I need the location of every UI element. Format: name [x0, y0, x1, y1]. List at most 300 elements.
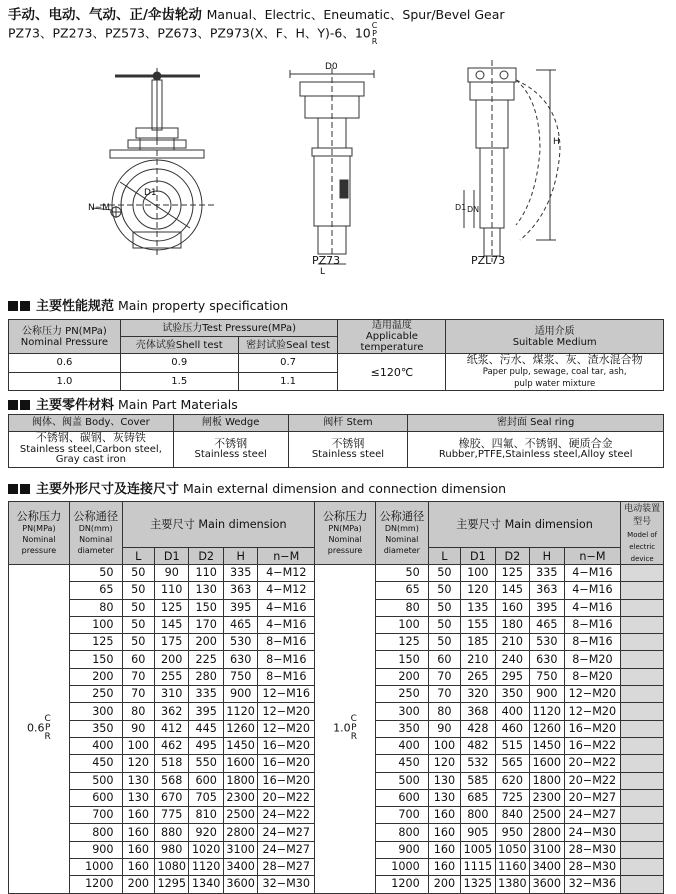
- dim-cell: 400: [495, 703, 529, 720]
- dim-cell: 8−M16: [258, 651, 315, 668]
- dim-cell: 160: [428, 859, 460, 876]
- dim-cell: 335: [530, 565, 564, 582]
- device-model-cell: [621, 876, 664, 893]
- device-model-cell: [621, 634, 664, 651]
- dim-cell: 2800: [530, 824, 564, 841]
- dim-cell: 125: [154, 599, 188, 616]
- dim-cell: 350: [69, 720, 122, 737]
- dim-cell: 20−M22: [258, 789, 315, 806]
- pn-group-cell: 0.6C P R: [9, 565, 70, 894]
- dim-cell: 110: [189, 565, 223, 582]
- dim-cell: 100: [69, 616, 122, 633]
- mat-wedge-cell: 不锈钢 Stainless steel: [173, 432, 288, 468]
- dim-h-device: 电动装置 型号 Model of electric device: [621, 502, 664, 565]
- dim-cell: 80: [428, 703, 460, 720]
- page-title: [8, 3, 505, 23]
- dim-cell: 500: [375, 772, 428, 789]
- dim-cell: 368: [461, 703, 495, 720]
- device-model-cell: [621, 789, 664, 806]
- dim-cell: 810: [189, 807, 223, 824]
- dim-cell: 50: [122, 634, 154, 651]
- dim-cell: 90: [428, 720, 460, 737]
- dim-cell: 1080: [154, 859, 188, 876]
- dim-cell: 2300: [530, 789, 564, 806]
- dim-cell: 530: [223, 634, 257, 651]
- dim-cell: 210: [461, 651, 495, 668]
- mat-seal-cell: 橡胶、四氟、不锈钢、硬质合金 Rubber,PTFE,Stainless steel,Alloy steel: [408, 432, 664, 468]
- dim-cell: 160: [428, 841, 460, 858]
- mat-h-wedge: 闸板 Wedge: [173, 415, 288, 432]
- dim-cell: 460: [495, 720, 529, 737]
- dim-cell: 8−M16: [258, 668, 315, 685]
- dim-cell: 335: [189, 686, 223, 703]
- dim-cell: 80: [122, 703, 154, 720]
- dim-cell: 600: [375, 789, 428, 806]
- dim-cell: 240: [495, 651, 529, 668]
- dim-cell: 1260: [530, 720, 564, 737]
- dim-cell: 395: [189, 703, 223, 720]
- dim-cell: 1120: [189, 859, 223, 876]
- materials-section-heading: 主要零件材料 Main Part Materials: [8, 394, 238, 413]
- pz73-label: PZ73: [312, 254, 341, 267]
- dim-cell: 90: [122, 720, 154, 737]
- pzl73-label: PZL73: [471, 254, 506, 267]
- dim-h-dn: 公称通径 DN(mm) Nominal diameter: [69, 502, 122, 565]
- dim-cell: 363: [530, 582, 564, 599]
- dim-cell: 300: [69, 703, 122, 720]
- dim-cell: 530: [530, 634, 564, 651]
- dim-cell: 1000: [375, 859, 428, 876]
- dim-cell: 3400: [223, 859, 257, 876]
- dim-cell: 1295: [154, 876, 188, 893]
- spec-seal-cell: 0.7: [238, 354, 338, 373]
- device-model-cell: [621, 720, 664, 737]
- dim-cell: 980: [154, 841, 188, 858]
- device-model-cell: [621, 841, 664, 858]
- dim-cell: 1260: [223, 720, 257, 737]
- dim-cell: 70: [122, 668, 154, 685]
- dim-cell: 125: [375, 634, 428, 651]
- dim-h-col: L: [122, 548, 154, 565]
- dim-cell: 3100: [223, 841, 257, 858]
- dim-h-dn: 公称通径 DN(mm) Nominal diameter: [375, 502, 428, 565]
- dim-cell: 1340: [189, 876, 223, 893]
- dim-cell: 65: [69, 582, 122, 599]
- dim-cell: 225: [189, 651, 223, 668]
- dim-cell: 20−M22: [564, 755, 621, 772]
- spec-shell-cell: 1.5: [120, 372, 238, 391]
- dim-cell: 4−M16: [564, 565, 621, 582]
- dim-cell: 160: [428, 824, 460, 841]
- mat-h-body: 阀体、阀盖 Body、Cover: [9, 415, 174, 432]
- dim-cell: 428: [461, 720, 495, 737]
- dim-cell: 395: [223, 599, 257, 616]
- dim-cell: 200: [69, 668, 122, 685]
- dim-cell: 20−M27: [564, 789, 621, 806]
- dim-h-main: 主要尺寸 Main dimension: [428, 502, 621, 548]
- dim-h-col: D2: [189, 548, 223, 565]
- dim-cell: 1200: [69, 876, 122, 893]
- dim-cell: 465: [223, 616, 257, 633]
- dim-cell: 80: [69, 599, 122, 616]
- dim-cell: 50: [122, 616, 154, 633]
- dim-cell: 12−M16: [258, 686, 315, 703]
- right-d1-label: D1: [455, 203, 467, 212]
- dim-cell: 1450: [223, 737, 257, 754]
- dim-cell: 120: [428, 755, 460, 772]
- dim-cell: 320: [461, 686, 495, 703]
- spec-pn-cell: 1.0: [9, 372, 121, 391]
- dim-cell: 900: [223, 686, 257, 703]
- dim-cell: 1325: [461, 876, 495, 893]
- dim-cell: 200: [428, 876, 460, 893]
- dim-cell: 70: [428, 668, 460, 685]
- dim-cell: 170: [189, 616, 223, 633]
- dim-cell: 518: [154, 755, 188, 772]
- dim-cell: 363: [223, 582, 257, 599]
- dim-cell: 250: [375, 686, 428, 703]
- device-model-cell: [621, 651, 664, 668]
- dim-cell: 8−M16: [258, 634, 315, 651]
- dim-cell: 50: [122, 565, 154, 582]
- dim-cell: 462: [154, 737, 188, 754]
- dim-cell: 310: [154, 686, 188, 703]
- spec-h-temp: 适用温度 Applicable temperature: [338, 320, 446, 354]
- dimension-section-heading: 主要外形尺寸及连接尺寸 Main external dimension and connection dimension: [8, 478, 506, 497]
- dim-h-col: D1: [461, 548, 495, 565]
- dim-cell: 50: [428, 634, 460, 651]
- dim-cell: 800: [69, 824, 122, 841]
- spec-h-pn: 公称压力 PN(MPa) Nominal Pressure: [9, 320, 121, 354]
- dim-cell: 24−M27: [258, 841, 315, 858]
- dim-cell: 50: [122, 582, 154, 599]
- dim-cell: 700: [69, 807, 122, 824]
- dim-cell: 8−M16: [564, 634, 621, 651]
- dim-cell: 2500: [530, 807, 564, 824]
- dim-cell: 4−M16: [258, 599, 315, 616]
- dim-cell: 2300: [223, 789, 257, 806]
- dim-cell: 125: [495, 565, 529, 582]
- dim-cell: 3400: [530, 859, 564, 876]
- dim-cell: 750: [530, 668, 564, 685]
- dim-cell: 130: [122, 772, 154, 789]
- dim-cell: 130: [428, 772, 460, 789]
- dim-cell: 150: [375, 651, 428, 668]
- dim-h-col: n−M: [564, 548, 621, 565]
- device-model-cell: [621, 737, 664, 754]
- dim-cell: 350: [375, 720, 428, 737]
- dim-cell: 16−M20: [258, 772, 315, 789]
- dim-cell: 900: [375, 841, 428, 858]
- dim-cell: 160: [122, 859, 154, 876]
- dim-cell: 24−M27: [258, 824, 315, 841]
- dim-cell: 175: [154, 634, 188, 651]
- dim-cell: 50: [428, 582, 460, 599]
- model-codes: PZ73、PZ273、PZ573、PZ673、PZ973(X、F、H、Y)-6、10: [8, 25, 371, 41]
- dim-cell: 532: [461, 755, 495, 772]
- d1-label: D1: [144, 188, 157, 198]
- dim-h-col: H: [530, 548, 564, 565]
- dim-cell: 1115: [461, 859, 495, 876]
- dim-cell: 28−M30: [564, 841, 621, 858]
- dim-h-pn: 公称压力 PN(MPa) Nominal pressure: [9, 502, 70, 565]
- dim-cell: 495: [189, 737, 223, 754]
- dim-cell: 700: [375, 807, 428, 824]
- dim-cell: 60: [122, 651, 154, 668]
- dim-cell: 160: [122, 807, 154, 824]
- dim-cell: 2800: [223, 824, 257, 841]
- dim-cell: 4−M12: [258, 582, 315, 599]
- dim-cell: 705: [189, 789, 223, 806]
- title-zh: 手动、电动、气动、正/伞齿轮动: [8, 7, 202, 23]
- dim-cell: 395: [530, 599, 564, 616]
- dim-cell: 880: [154, 824, 188, 841]
- dim-cell: 4−M16: [564, 582, 621, 599]
- dim-cell: 70: [122, 686, 154, 703]
- mat-h-stem: 阀杆 Stem: [288, 415, 408, 432]
- dim-cell: 600: [189, 772, 223, 789]
- dim-cell: 550: [189, 755, 223, 772]
- dim-cell: 50: [428, 565, 460, 582]
- dimension-table: [8, 501, 664, 894]
- dim-cell: 50: [375, 565, 428, 582]
- dim-h-col: H: [223, 548, 257, 565]
- dim-cell: 775: [154, 807, 188, 824]
- spec-shell-cell: 0.9: [120, 354, 238, 373]
- dim-cell: 145: [154, 616, 188, 633]
- dim-cell: 150: [69, 651, 122, 668]
- dim-h-pn: 公称压力 PN(MPa) Nominal pressure: [315, 502, 376, 565]
- l-label: L: [320, 267, 326, 277]
- dim-cell: 1160: [495, 859, 529, 876]
- dim-cell: 1120: [223, 703, 257, 720]
- dim-cell: 12−M20: [258, 703, 315, 720]
- dim-cell: 500: [69, 772, 122, 789]
- dim-cell: 155: [461, 616, 495, 633]
- dim-cell: 1120: [530, 703, 564, 720]
- mat-body-cell: 不锈钢、碳钢、灰铸铁 Stainless steel,Carbon steel, Gray cast iron: [9, 432, 174, 468]
- dim-cell: 1600: [223, 755, 257, 772]
- dim-cell: 840: [495, 807, 529, 824]
- dim-cell: 32−M30: [258, 876, 315, 893]
- spec-h-test: 试验压力Test Pressure(MPa): [120, 320, 338, 337]
- dim-cell: 16−M20: [258, 737, 315, 754]
- side-view-drawing: [290, 68, 374, 264]
- dim-cell: 620: [495, 772, 529, 789]
- dim-cell: 920: [189, 824, 223, 841]
- dim-cell: 50: [428, 616, 460, 633]
- device-model-cell: [621, 703, 664, 720]
- dim-cell: 670: [154, 789, 188, 806]
- dim-cell: 160: [122, 824, 154, 841]
- d0-label: D0: [325, 62, 338, 72]
- dim-cell: 12−M20: [564, 703, 621, 720]
- dim-cell: 630: [530, 651, 564, 668]
- dim-cell: 100: [122, 737, 154, 754]
- dim-cell: 335: [223, 565, 257, 582]
- dim-cell: 50: [428, 599, 460, 616]
- dim-cell: 90: [154, 565, 188, 582]
- dim-cell: 350: [495, 686, 529, 703]
- device-model-cell: [621, 616, 664, 633]
- dim-cell: 210: [495, 634, 529, 651]
- dim-cell: 295: [495, 668, 529, 685]
- dim-cell: 8−M20: [564, 668, 621, 685]
- dim-cell: 1000: [69, 859, 122, 876]
- dim-cell: 65: [375, 582, 428, 599]
- dim-h-col: L: [428, 548, 460, 565]
- dim-cell: 24−M22: [258, 807, 315, 824]
- dim-cell: 200: [189, 634, 223, 651]
- dim-cell: 160: [428, 807, 460, 824]
- spec-table: [8, 319, 664, 391]
- dim-cell: 12−M20: [564, 686, 621, 703]
- title-en: Manual、Electric、Eneumatic、Spur/Bevel Gear: [206, 7, 505, 22]
- dim-cell: 450: [375, 755, 428, 772]
- dim-cell: 3600: [530, 876, 564, 893]
- dim-cell: 725: [495, 789, 529, 806]
- mat-stem-cell: 不锈钢 Stainless steel: [288, 432, 408, 468]
- dim-cell: 905: [461, 824, 495, 841]
- dim-cell: 950: [495, 824, 529, 841]
- dim-h-col: n−M: [258, 548, 315, 565]
- dim-cell: 8−M20: [564, 651, 621, 668]
- materials-table: [8, 414, 664, 468]
- dim-cell: 800: [375, 824, 428, 841]
- spec-seal-cell: 1.1: [238, 372, 338, 391]
- nm-label: N−M: [88, 203, 111, 213]
- dim-cell: 450: [69, 755, 122, 772]
- dim-cell: 400: [375, 737, 428, 754]
- dim-cell: 4−M12: [258, 565, 315, 582]
- dim-cell: 110: [154, 582, 188, 599]
- dim-cell: 32−M36: [564, 876, 621, 893]
- dim-cell: 412: [154, 720, 188, 737]
- dn-label: DN: [467, 205, 480, 214]
- dim-cell: 120: [122, 755, 154, 772]
- dim-cell: 16−M20: [564, 720, 621, 737]
- spec-pn-cell: 0.6: [9, 354, 121, 373]
- dim-cell: 3600: [223, 876, 257, 893]
- dim-cell: 28−M27: [258, 859, 315, 876]
- dim-cell: 100: [428, 737, 460, 754]
- device-model-cell: [621, 859, 664, 876]
- dim-cell: 568: [154, 772, 188, 789]
- dim-cell: 1800: [223, 772, 257, 789]
- device-model-cell: [621, 565, 664, 582]
- dim-cell: 1380: [495, 876, 529, 893]
- spec-h-shell: 壳体试验Shell test: [120, 337, 238, 354]
- dim-cell: 150: [189, 599, 223, 616]
- dim-cell: 250: [69, 686, 122, 703]
- dim-cell: 300: [375, 703, 428, 720]
- dim-cell: 130: [428, 789, 460, 806]
- dim-cell: 1020: [189, 841, 223, 858]
- dim-cell: 515: [495, 737, 529, 754]
- spec-h-medium: 适用介质 Suitable Medium: [446, 320, 664, 354]
- spec-medium-cell: 纸浆、污水、煤浆、灰、渣水混合物 Paper pulp, sewage, coal tar, ash, pulp water mixture: [446, 354, 664, 391]
- dim-cell: 800: [461, 807, 495, 824]
- dim-h-main: 主要尺寸 Main dimension: [122, 502, 315, 548]
- dim-cell: 160: [122, 841, 154, 858]
- dim-h-col: D1: [154, 548, 188, 565]
- valve-drawings: [0, 40, 676, 278]
- device-model-cell: [621, 824, 664, 841]
- dim-cell: 200: [375, 668, 428, 685]
- dim-cell: 265: [461, 668, 495, 685]
- dim-cell: 130: [122, 789, 154, 806]
- device-model-cell: [621, 668, 664, 685]
- dim-cell: 4−M16: [258, 616, 315, 633]
- dim-cell: 2500: [223, 807, 257, 824]
- dim-cell: 900: [530, 686, 564, 703]
- dim-cell: 200: [154, 651, 188, 668]
- mat-h-seal: 密封面 Seal ring: [408, 415, 664, 432]
- pn-group-cell: 1.0C P R: [315, 565, 376, 894]
- dim-cell: 100: [375, 616, 428, 633]
- model-suffix: C P R: [371, 21, 378, 46]
- dim-cell: 125: [69, 634, 122, 651]
- dim-h-col: D2: [495, 548, 529, 565]
- actuator-view-drawing: [464, 60, 560, 262]
- device-model-cell: [621, 599, 664, 616]
- dim-cell: 120: [461, 582, 495, 599]
- dim-cell: 8−M16: [564, 616, 621, 633]
- dim-cell: 160: [495, 599, 529, 616]
- dim-cell: 130: [189, 582, 223, 599]
- front-view-drawing: [92, 68, 214, 258]
- dim-cell: 200: [122, 876, 154, 893]
- dim-cell: 600: [69, 789, 122, 806]
- dim-cell: 100: [461, 565, 495, 582]
- dim-cell: 3100: [530, 841, 564, 858]
- dim-cell: 1800: [530, 772, 564, 789]
- dim-cell: 20−M22: [564, 772, 621, 789]
- dim-cell: 50: [69, 565, 122, 582]
- spec-temp-cell: ≤120℃: [338, 354, 446, 391]
- dim-cell: 16−M22: [564, 737, 621, 754]
- dim-cell: 630: [223, 651, 257, 668]
- spec-section-heading: 主要性能规范 Main property specification: [8, 295, 288, 314]
- dim-cell: 145: [495, 582, 529, 599]
- dim-cell: 60: [428, 651, 460, 668]
- table-row: [9, 565, 664, 582]
- dim-cell: 565: [495, 755, 529, 772]
- dim-cell: 24−M30: [564, 824, 621, 841]
- dim-cell: 465: [530, 616, 564, 633]
- spec-h-seal: 密封试验Seal test: [238, 337, 338, 354]
- dim-cell: 255: [154, 668, 188, 685]
- dim-cell: 482: [461, 737, 495, 754]
- dim-cell: 900: [69, 841, 122, 858]
- dim-cell: 445: [189, 720, 223, 737]
- dim-cell: 1005: [461, 841, 495, 858]
- dim-cell: 585: [461, 772, 495, 789]
- dim-cell: 12−M20: [258, 720, 315, 737]
- dim-cell: 180: [495, 616, 529, 633]
- dim-cell: 28−M30: [564, 859, 621, 876]
- h-label: H: [553, 137, 560, 147]
- dim-cell: 1200: [375, 876, 428, 893]
- dim-cell: 1600: [530, 755, 564, 772]
- device-model-cell: [621, 807, 664, 824]
- dim-cell: 16−M20: [258, 755, 315, 772]
- dim-cell: 4−M16: [564, 599, 621, 616]
- dim-cell: 400: [69, 737, 122, 754]
- dim-cell: 70: [428, 686, 460, 703]
- dim-cell: 185: [461, 634, 495, 651]
- dim-cell: 24−M27: [564, 807, 621, 824]
